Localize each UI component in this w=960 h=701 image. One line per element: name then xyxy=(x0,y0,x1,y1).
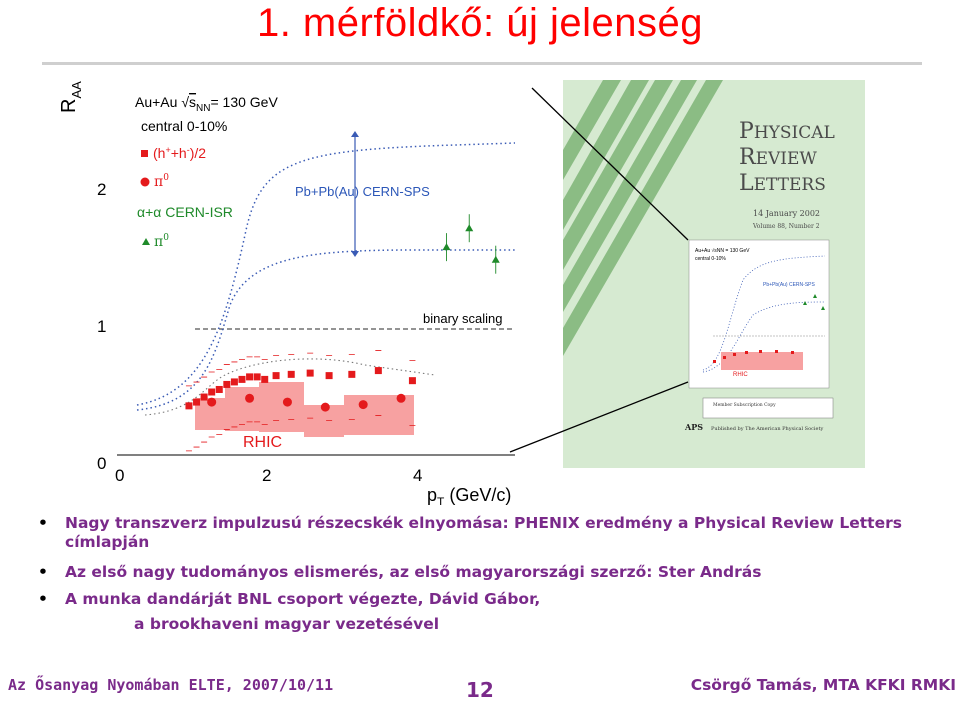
y-tick-1: 1 xyxy=(97,317,107,336)
legend-system: Au+Au $√s_{NN}= 130$ GeV xyxy=(135,94,278,114)
sps-label: Pb+Pb(Au) CERN-SPS xyxy=(295,184,430,199)
y-axis-label-main: R xyxy=(58,98,80,113)
aps-logo: APS xyxy=(685,422,703,432)
legend-isr-pi0: $\pi^0$ xyxy=(154,233,169,250)
slide-footer xyxy=(0,676,960,701)
footer-right: Csörgő Tamás, MTA KFKI RMKI xyxy=(690,676,956,694)
x-axis-label-sub: T xyxy=(437,495,445,505)
slide-title: 1. mérföldkő: új jelenség xyxy=(256,1,704,45)
cover-subscription-text: Member Subscription Copy xyxy=(713,403,776,408)
footer-left: Az Ősanyag Nyomában ELTE, 2007/10/11 xyxy=(8,676,334,694)
svg-text:Volume 88, Number 2: Volume 88, Number 2 xyxy=(753,223,820,230)
page-number: 12 xyxy=(466,678,494,701)
y-tick-2: 2 xyxy=(97,180,107,199)
rhic-label: RHIC xyxy=(243,434,283,451)
y-axis-label-sub: AA xyxy=(69,81,84,99)
bullet-item: • Nagy transzverz impulzusú részecskék elnyomása: PHENIX eredmény a Physical Review Letters címlapján xyxy=(38,514,948,552)
svg-text:Pb+Pb(Au) CERN-SPS: Pb+Pb(Au) CERN-SPS xyxy=(763,282,815,288)
svg-text:central 0-10%: central 0-10% xyxy=(695,256,726,262)
x-tick-4: 4 xyxy=(413,466,423,485)
svg-text:LETTERS: LETTERS xyxy=(739,171,826,196)
binary-scaling-label: binary scaling xyxy=(423,311,503,326)
bullet-list xyxy=(38,514,948,634)
x-tick-0: 0 xyxy=(115,466,125,485)
y-tick-0: 0 xyxy=(97,454,107,473)
svg-text:PHYSICAL: PHYSICAL xyxy=(739,119,835,144)
x-tick-2: 2 xyxy=(262,466,272,485)
svg-text:REVIEW: REVIEW xyxy=(739,145,817,170)
legend-centrality: central 0-10% xyxy=(141,118,228,134)
bullet-item: • Az első nagy tudományos elismerés, az első magyarországi szerző: Ster András xyxy=(38,563,948,582)
x-axis-label-unit: (GeV/c) xyxy=(444,485,512,505)
svg-text:14 January 2002: 14 January 2002 xyxy=(753,209,821,218)
x-axis-label-main: p xyxy=(427,485,438,505)
bullet-continuation: a brookhaveni magyar vezetésével xyxy=(134,615,440,633)
legend-pi0: $\pi^0$ xyxy=(154,173,169,190)
legend-charged: (h++h-)/2 xyxy=(153,145,207,161)
svg-text:Au+Au √sNN = 130 GeV: Au+Au √sNN = 130 GeV xyxy=(695,248,750,254)
svg-text:RHIC: RHIC xyxy=(733,372,748,378)
legend-isr: α+α CERN-ISR xyxy=(137,204,233,220)
bullet-item: • A munka dandárját BNL csoport végezte, Dávid Gábor, xyxy=(38,590,948,609)
cover-publisher: Published by The American Physical Society xyxy=(711,426,824,432)
